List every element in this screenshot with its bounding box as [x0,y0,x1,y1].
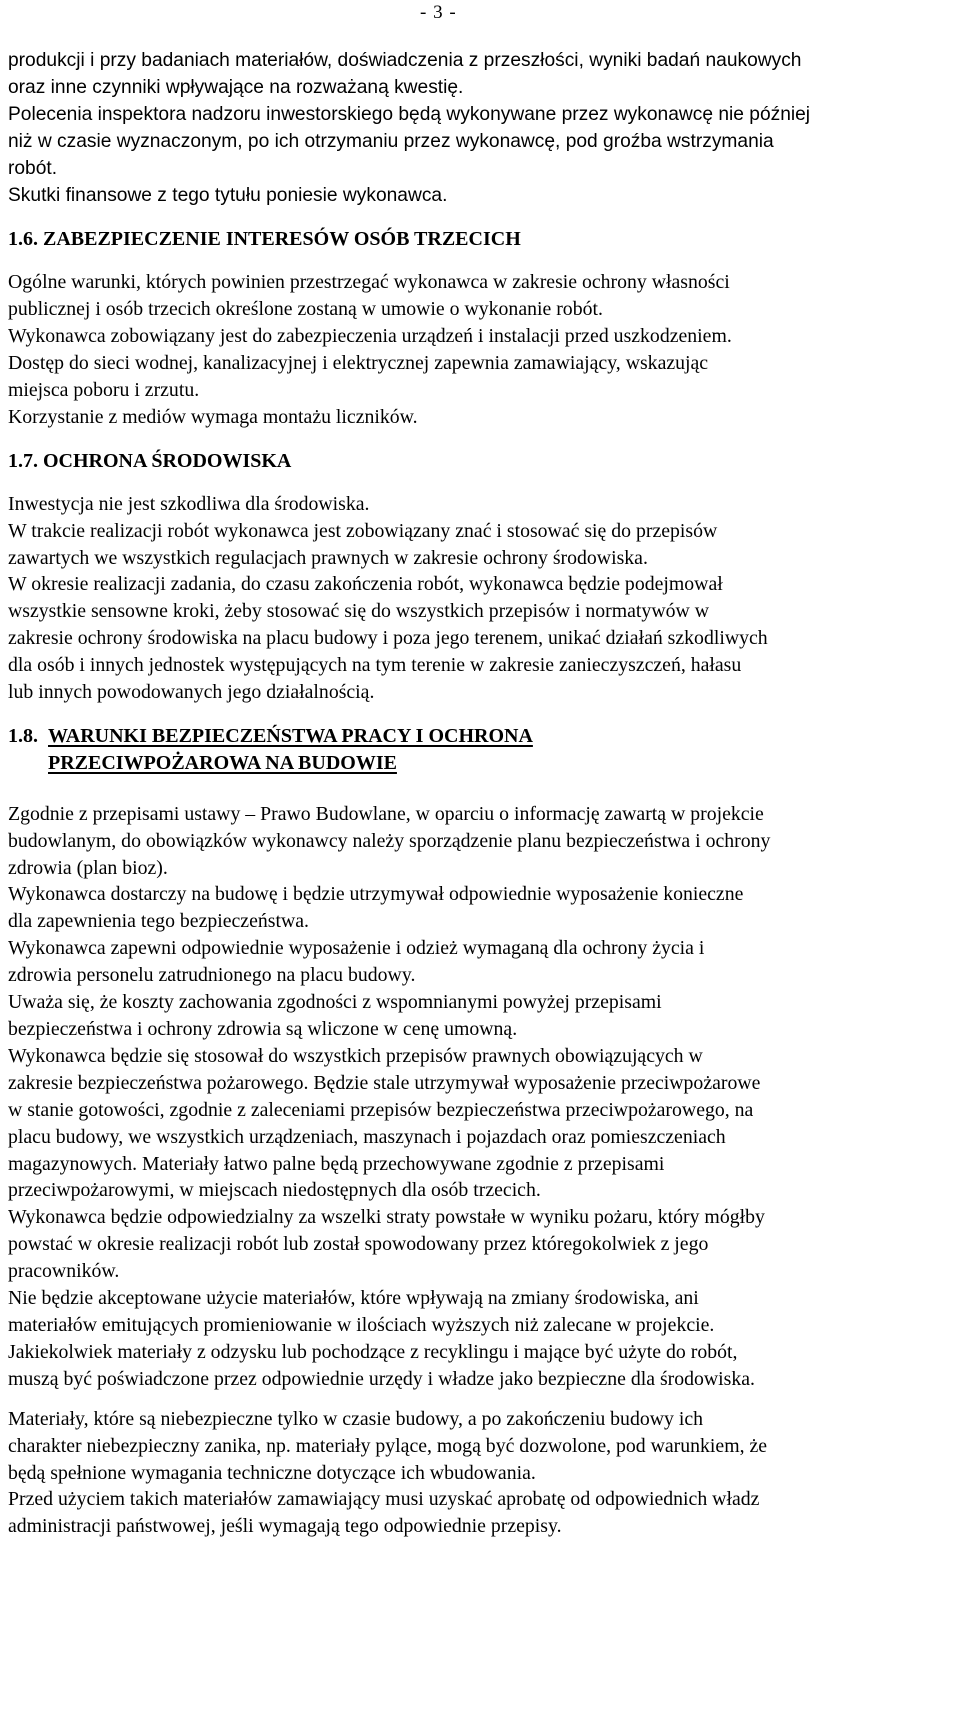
text-line: Jakiekolwiek materiały z odzysku lub pochodzące z recyklingu i mające być użyte do robót, [8,1340,738,1363]
text-line: W okresie realizacji zadania, do czasu zakończenia robót, wykonawca będzie podejmował [8,573,723,596]
text-line: muszą być poświadczone przez odpowiednie urzędy i władze jako bezpieczne dla środowiska. [8,1367,755,1390]
text-line: dla osób i innych jednostek występujących na tym terenie w zakresie zanieczyszczeń, hałasu [8,654,742,677]
text-line: Wykonawca będzie odpowiedzialny za wszelki straty powstałe w wyniku pożaru, który mógłby [8,1206,765,1229]
section-title-line-1: WARUNKI BEZPIECZEŃSTWA PRACY I OCHRONA [48,724,533,747]
intro-paragraph [8,48,952,209]
text-line: wszystkie sensowne kroki, żeby stosować się do wszystkich przepisów i normatywów w [8,600,710,623]
text-line: W trakcie realizacji robót wykonawca jest zobowiązany znać i stosować się do przepisów [8,519,718,542]
text-line: publicznej i osób trzecich określone zostaną w umowie o wykonanie robót. [8,298,603,321]
section-heading-1-6: 1.6. ZABEZPIECZENIE INTERESÓW OSÓB TRZECICH [8,228,521,251]
text-line: zdrowia personelu zatrudnionego na placu budowy. [8,964,416,987]
text-line: magazynowych. Materiały łatwo palne będą przechowywane zgodnie z przepisami [8,1152,665,1175]
section-title-line-2: PRZECIWPOŻAROWA NA BUDOWIE [48,751,397,774]
text-line: Wykonawca zapewni odpowiednie wyposażenie i odzież wymaganą dla ochrony życia i [8,937,705,960]
text-line: miejsca poboru i zrzutu. [8,378,200,401]
text-line: Przed użyciem takich materiałów zamawiający musi uzyskać aprobatę od odpowiednich władz [8,1488,760,1511]
text-line: Wykonawca zobowiązany jest do zabezpieczenia urządzeń i instalacji przed uszkodzeniem. [8,325,732,348]
text-line: lub innych powodowanych jego działalnością. [8,681,375,704]
text-line: powstać w okresie realizacji robót lub został spowodowany przez któregokolwiek z jego [8,1233,709,1256]
text-line: przeciwpożarowymi, w miejscach niedostępnych dla osób trzecich. [8,1179,541,1202]
text-line: Polecenia inspektora nadzoru inwestorskiego będą wykonywane przez wykonawcę nie później [8,103,811,125]
text-line: Materiały, które są niebezpieczne tylko w czasie budowy, a po zakończeniu budowy ich [8,1407,704,1430]
text-line: Dostęp do sieci wodnej, kanalizacyjnej i elektrycznej zapewnia zamawiający, wskazując [8,352,709,375]
text-line: Korzystanie z mediów wymaga montażu liczników. [8,405,418,428]
document-body [8,48,952,1540]
page-number: - 3 - [420,2,457,23]
text-line: placu budowy, we wszystkich urządzeniach, maszynach i pojazdach oraz pomieszczeniach [8,1125,726,1148]
text-line: produkcji i przy badaniach materiałów, doświadczenia z przeszłości, wyniki badań naukowych [8,50,802,71]
text-line: zdrowia (plan bioz). [8,856,168,879]
section-number: 1.8. [8,724,38,747]
text-line: Uważa się, że koszty zachowania zgodności z wspomnianymi powyżej przepisami [8,991,662,1014]
text-line: Inwestycja nie jest szkodliwa dla środowiska. [8,492,370,515]
section-body-1-7 [8,491,952,706]
text-line: budowlanym, do obowiązków wykonawcy należy sporządzenie planu bezpieczeństwa i ochrony [8,829,771,852]
text-line: Wykonawca będzie się stosował do wszystkich przepisów prawnych obowiązujących w [8,1044,703,1067]
text-line: Skutki finansowe z tego tytułu poniesie wykonawca. [8,184,448,206]
section-heading-1-7: 1.7. OCHRONA ŚRODOWISKA [8,449,292,472]
text-line: Zgodnie z przepisami ustawy – Prawo Budowlane, w oparciu o informację zawartą w projekcie [8,802,764,825]
text-line: administracji państwowej, jeśli wymagają tego odpowiednie przepisy. [8,1515,562,1538]
text-line: robót. [8,157,58,179]
text-line: Nie będzie akceptowane użycie materiałów, które wpływają na zmiany środowiska, ani [8,1287,699,1310]
section-heading-1-8 [8,723,952,777]
text-line: zawartych we wszystkich regulacjach prawnych w zakresie ochrony środowiska. [8,546,648,569]
text-line: niż w czasie wyznaczonym, po ich otrzymaniu przez wykonawcę, pod groźba wstrzymania [8,130,774,152]
text-line: charakter niebezpieczny zanika, np. materiały pylące, mogą być dozwolone, pod warunkiem, że [8,1434,768,1457]
text-line: będą spełnione wymagania techniczne dotyczące ich wbudowania. [8,1461,536,1484]
text-line: pracowników. [8,1260,120,1283]
section-body-1-8 [8,801,952,1540]
text-line: bezpieczeństwa i ochrony zdrowia są wliczone w cenę umowną. [8,1018,518,1040]
text-line: zakresie bezpieczeństwa pożarowego. Będzie stale utrzymywał wyposażenie przeciwpożarowe [8,1071,761,1094]
section-body-1-6 [8,269,952,430]
text-line: w stanie gotowości, zgodnie z zaleceniami przepisów bezpieczeństwa przeciwpożarowego, na [8,1098,754,1121]
text-line: oraz inne czynniki wpływające na rozważaną kwestię. [8,76,464,98]
text-line: Ogólne warunki, których powinien przestrzegać wykonawca w zakresie ochrony własności [8,271,730,294]
text-line: materiałów emitujących promieniowanie w ilościach wyższych niż zalecane w projekcie. [8,1313,715,1336]
text-line: zakresie ochrony środowiska na placu budowy i poza jego terenem, unikać działań szkodliwych [8,627,768,650]
text-line: Wykonawca dostarczy na budowę i będzie utrzymywał odpowiednie wyposażenie konieczne [8,883,744,906]
text-line: dla zapewnienia tego bezpieczeństwa. [8,910,309,933]
